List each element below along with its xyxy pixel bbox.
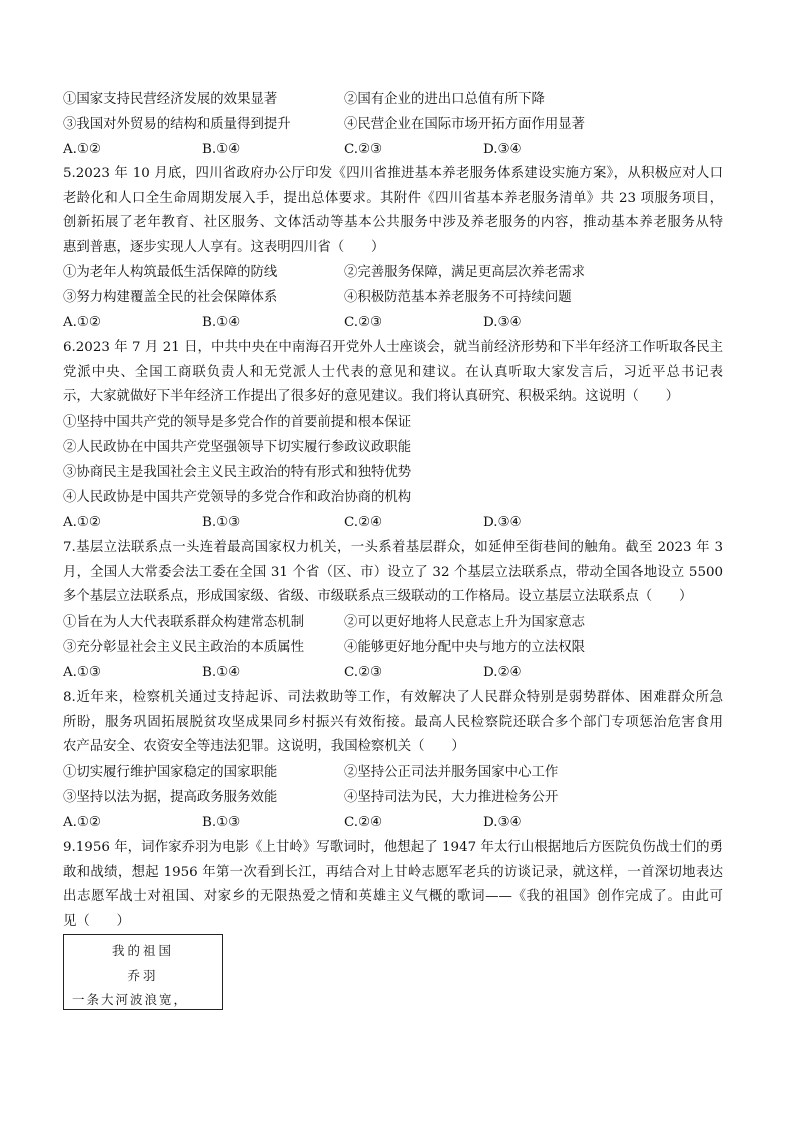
q7-statements-row2 — [63, 638, 586, 658]
q6-choices — [63, 513, 663, 533]
q8-statement-2: ②坚持公正司法并服务国家中心工作 — [344, 765, 559, 780]
q5-statement-1: ①为老年人构筑最低生活保障的防线 — [63, 265, 278, 280]
q7-option-a[interactable]: A.①③ — [63, 665, 101, 680]
q7-choices — [63, 663, 663, 683]
q9-stem-line: 9.1956 年，词作家乔羽为电影《上甘岭》写歌词时，他想起了 1947 年太行山根据地后方医院负伤战士们的勇 — [63, 840, 723, 855]
q8-statements-row1 — [63, 763, 559, 783]
q6-stem-line: 示，大家就做好下半年经济工作提出了很多好的意见建议。我们将认真研究、积极采纳。这说明（ ） — [63, 389, 679, 405]
q7-statement-1: ①旨在为人大代表联系群众构建常态机制 — [63, 615, 305, 630]
q7-option-c[interactable]: C.②③ — [344, 665, 383, 680]
q8-statement-3: ③坚持以法为据，提高政务服务效能 — [63, 790, 278, 805]
q7-stem-line: 月，全国人大常委会法工委在全国 31 个省（区、市）设立了 32 个基层立法联系点，带动全国各地设立 5500 — [63, 564, 723, 580]
q5-statements-row1 — [63, 263, 586, 283]
q8-choices — [63, 813, 663, 833]
q5-stem-line: 创新拓展了老年教育、社区服务、文体活动等基本公共服务中涉及养老服务的内容，推动基本养老服务从特 — [63, 215, 723, 231]
q7-stem — [63, 536, 723, 610]
q8-stem-line: 农产品安全、农资安全等违法犯罪。这说明，我国检察机关（ ） — [63, 739, 465, 755]
q4-option-d[interactable]: D.③④ — [483, 142, 522, 157]
q8-option-a[interactable]: A.①② — [63, 815, 101, 830]
q6-statement-2: ②人民政协在中国共产党坚强领导下切实履行参政议政职能 — [63, 440, 412, 455]
poem-title: 我的祖国 — [111, 943, 174, 958]
q7-stem-line: 7.基层立法联系点一头连着最高国家权力机关，一头系着基层群众，如延伸至街巷间的触角。截至 2023 年 3 — [63, 540, 723, 555]
q4-statement-2: ②国有企业的进出口总值有所下降 — [344, 92, 545, 107]
q8-option-c[interactable]: C.②④ — [344, 815, 383, 830]
q8-stem — [63, 686, 723, 760]
q5-option-b[interactable]: B.①④ — [202, 315, 241, 330]
q5-statement-4: ④积极防范基本养老服务不可持续问题 — [344, 290, 572, 305]
q6-statement-3: ③协商民主是我国社会主义民主政治的特有形式和独特优势 — [63, 465, 412, 480]
q6-stem — [63, 336, 723, 410]
q5-option-c[interactable]: C.②③ — [344, 315, 383, 330]
q6-option-d[interactable]: D.③④ — [483, 515, 522, 530]
q7-option-b[interactable]: B.①④ — [202, 665, 241, 680]
q4-option-b[interactable]: B.①④ — [202, 142, 241, 157]
q7-statement-3: ③充分彰显社会主义民主政治的本质属性 — [63, 640, 305, 655]
q8-stem-line: 8.近年来，检察机关通过支持起诉、司法救助等工作，有效解决了人民群众特别是弱势群体、困难群众所急 — [63, 690, 723, 705]
q6-stem-line: 党派中央、全国工商联负责人和无党派人士代表的意见和建议。在认真听取大家发言后，习近平总书记表 — [63, 364, 723, 380]
q6-option-c[interactable]: C.②④ — [344, 515, 383, 530]
q5-option-d[interactable]: D.③④ — [483, 315, 522, 330]
poem-author: 乔羽 — [127, 968, 159, 983]
q9-stem-line: 见（ ） — [63, 913, 130, 929]
poem-first-line: 一条大河波浪宽， — [72, 992, 189, 1007]
poem-excerpt-box — [63, 934, 223, 1010]
q5-stem-line: 5.2023 年 10 月底，四川省政府办公厅印发《四川省推进基本养老服务体系建设实施方案》，从积极应对人口 — [63, 166, 723, 181]
q8-statement-1: ①切实履行维护国家稳定的国家职能 — [63, 765, 278, 780]
q7-option-d[interactable]: D.②④ — [483, 665, 522, 680]
q5-statements-row2 — [63, 288, 572, 308]
q8-option-d[interactable]: D.③④ — [483, 815, 522, 830]
q6-option-a[interactable]: A.①② — [63, 515, 101, 530]
q4-option-a[interactable]: A.①② — [63, 142, 101, 157]
q8-statements-row2 — [63, 788, 559, 808]
q7-statement-4: ④能够更好地分配中央与地方的立法权限 — [344, 640, 586, 655]
q7-statements-row1 — [63, 613, 586, 633]
q4-choices — [63, 140, 663, 160]
q9-stem — [63, 836, 723, 934]
q6-statement-4: ④人民政协是中国共产党领导的多党合作和政治协商的机构 — [63, 490, 412, 505]
q6-stem-line: 6.2023 年 7 月 21 日，中共中央在中南海召开党外人士座谈会，就当前经济形势和下半年经济工作听取各民主 — [63, 340, 723, 355]
q7-stem-line: 多个基层立法联系点，形成国家级、省级、市级联系点三级联动的工作格局。设立基层立法联系点（ ） — [63, 589, 693, 605]
q5-stem — [63, 162, 723, 260]
q5-stem-line: 老龄化和人口全生命周期发展入手，提出总体要求。其附件《四川省基本养老服务清单》共 23 项服务项目， — [63, 190, 723, 206]
q7-statement-2: ②可以更好地将人民意志上升为国家意志 — [344, 615, 586, 630]
q9-stem-line: 出志愿军战士对祖国、对家乡的无限热爱之情和英雄主义气概的歌词——《我的祖国》创作完成了。由此可 — [63, 889, 723, 905]
q6-statement-1: ①坚持中国共产党的领导是多党合作的首要前提和根本保证 — [63, 415, 412, 430]
q4-statements-row2 — [63, 115, 586, 135]
q4-statements-row1 — [63, 90, 545, 110]
q8-statement-4: ④坚持司法为民，大力推进检务公开 — [344, 790, 559, 805]
q4-statement-4: ④民营企业在国际市场开拓方面作用显著 — [344, 117, 586, 132]
q4-statement-1: ①国家支持民营经济发展的效果显著 — [63, 92, 278, 107]
q5-choices — [63, 313, 663, 333]
q8-stem-line: 所盼，服务巩固拓展脱贫攻坚成果同乡村振兴有效衔接。最高人民检察院还联合多个部门专项惩治危害食用 — [63, 714, 723, 730]
q5-stem-line: 惠到普惠，逐步实现人人享有。这表明四川省（ ） — [63, 239, 385, 255]
q4-statement-3: ③我国对外贸易的结构和质量得到提升 — [63, 117, 291, 132]
q8-option-b[interactable]: B.①③ — [202, 815, 241, 830]
q9-stem-line: 敢和战绩，想起 1956 年第一次看到长江，再结合对上甘岭志愿军老兵的访谈记录，就这样，一首深切地表达 — [63, 864, 723, 880]
q4-option-c[interactable]: C.②③ — [344, 142, 383, 157]
q5-statement-3: ③努力构建覆盖全民的社会保障体系 — [63, 290, 278, 305]
q5-statement-2: ②完善服务保障，满足更高层次养老需求 — [344, 265, 586, 280]
q6-option-b[interactable]: B.①③ — [202, 515, 241, 530]
q5-option-a[interactable]: A.①② — [63, 315, 101, 330]
